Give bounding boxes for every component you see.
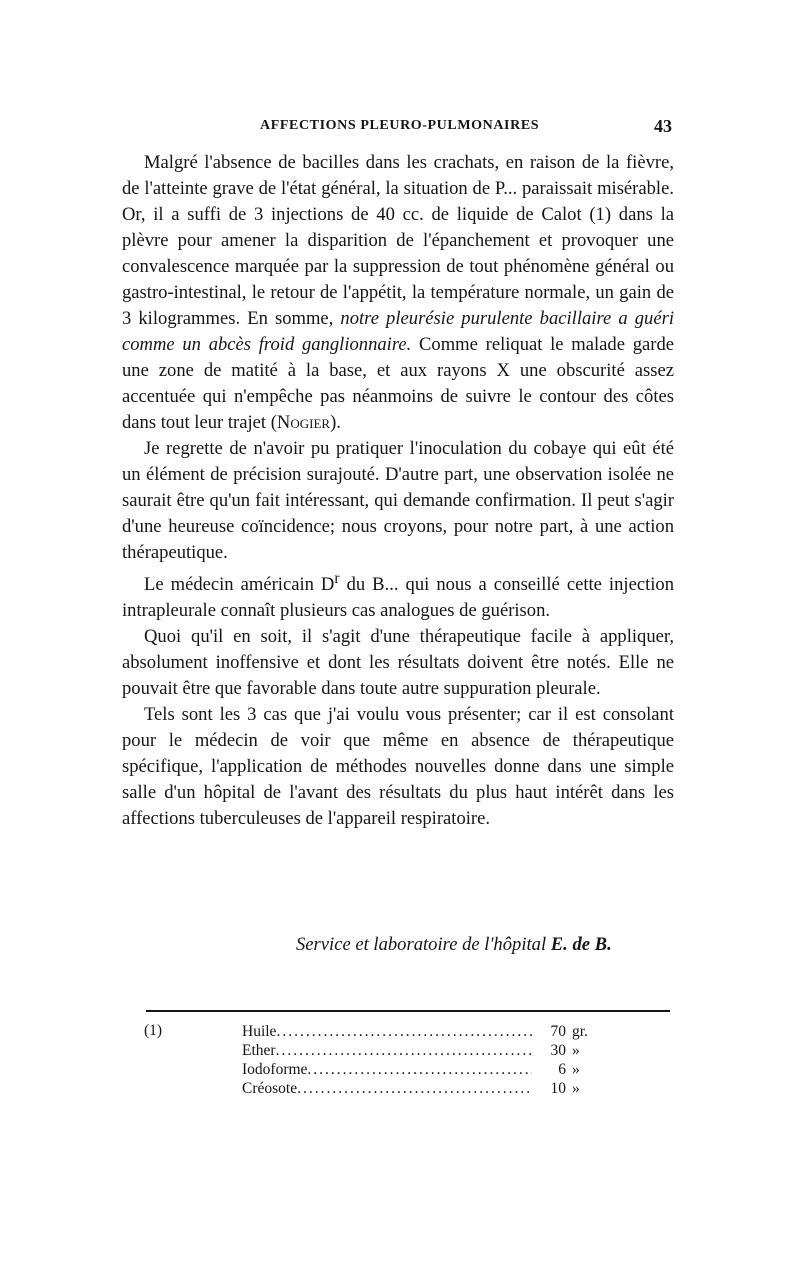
ingredient-row xyxy=(242,1022,602,1041)
paragraph-3-superscript: r xyxy=(334,570,340,587)
page-number: 43 xyxy=(654,116,672,136)
body-text xyxy=(122,150,674,832)
ingredient-name: Créosote xyxy=(242,1080,298,1097)
paragraph-1-part-a: Malgré l'absence de bacilles dans les crachats, en raison de la fièvre, de l'atteinte grave de l'état général, la situation de P... paraissait misérable. Or, il a suffi de 3 injections de 40 cc. de liquide de Calot (1) dans la plèvre pour amener la disparition de l'épanchement et provoquer une convalescence marquée par la suppression de tout phénomène général ou gastro-intestinal, le retour de l'appétit, la température normale, un gain de 3 kilogrammes. En somme, xyxy=(122,152,674,329)
paragraph-4: Quoi qu'il en soit, il s'agit d'une thérapeutique facile à appliquer, absolument inoffensive et dont les résultats doivent être notés. Elle ne pouvait être que favorable dans toute autre suppuration pleurale. xyxy=(122,626,674,700)
ingredient-name: Huile xyxy=(242,1023,277,1040)
signature-text: Service et laboratoire de l'hôpital xyxy=(296,934,551,955)
running-head xyxy=(120,118,680,140)
paragraph-1-part-c: Comme reliquat le malade garde une zone de matité à la base, et aux rayons X une obscurité assez accentuée qui n'empêche pas néanmoins de suivre le contour des côtes dans tout leur trajet ( xyxy=(122,334,674,433)
footnote-divider xyxy=(146,1010,670,1012)
paragraph-2: Je regrette de n'avoir pu pratiquer l'inoculation du cobaye qui eût été un élément de précision surajouté. D'autre part, une observation isolée ne saurait être qu'un fait intéressant, qui demande confirmation. Il peut s'agir d'une heureuse coïncidence; nous croyons, pour notre part, à une action thérapeutique. xyxy=(122,438,674,563)
paragraph-1 xyxy=(122,150,674,436)
dot-leader xyxy=(307,1060,532,1079)
ingredient-row xyxy=(242,1079,602,1098)
ingredient-unit: » xyxy=(572,1080,580,1097)
ingredient-quantity: 70 xyxy=(550,1023,566,1040)
ingredient-list xyxy=(242,1022,602,1098)
dot-leader xyxy=(297,1079,532,1098)
paragraph-3-part-b: du B... qui nous a conseillé cette injection intrapleurale connaît plusieurs cas analogues de guérison. xyxy=(122,574,674,622)
dot-leader xyxy=(276,1022,532,1041)
paragraph-3-part-a: Le médecin américain D xyxy=(144,574,335,596)
signature-place: E. de B. xyxy=(550,934,612,955)
ingredient-quantity: 10 xyxy=(550,1080,566,1097)
paragraph-3 xyxy=(122,566,674,624)
ingredient-unit: » xyxy=(572,1061,580,1078)
ingredient-quantity: 6 xyxy=(558,1061,566,1078)
ingredient-row xyxy=(242,1041,602,1060)
paragraph-1-part-e: ). xyxy=(330,412,341,433)
ingredient-name: Ether xyxy=(242,1042,276,1059)
ingredient-row xyxy=(242,1060,602,1079)
dot-leader xyxy=(276,1041,532,1060)
running-title: AFFECTIONS PLEURO-PULMONAIRES xyxy=(260,118,540,133)
ingredient-unit: gr. xyxy=(572,1023,588,1040)
paragraph-1-italic: notre pleurésie purulente bacillaire a guéri comme un abcès froid ganglionnaire. xyxy=(122,308,674,355)
author-name-nogier: Nogier xyxy=(276,412,331,433)
ingredient-name: Iodoforme xyxy=(242,1061,308,1078)
ingredient-quantity: 30 xyxy=(550,1042,566,1059)
paragraph-5: Tels sont les 3 cas que j'ai voulu vous présenter; car il est consolant pour le médecin de voir que même en absence de thérapeutique spécifique, l'application de méthodes nouvelles donne dans une simple salle d'un hôpital de l'avant des résultats du plus haut intérêt dans les affections tuberculeuses de l'appareil respiratoire. xyxy=(122,704,674,830)
signature-line xyxy=(296,934,612,956)
footnote-mark: (1) xyxy=(144,1022,163,1039)
ingredient-unit: » xyxy=(572,1042,580,1059)
